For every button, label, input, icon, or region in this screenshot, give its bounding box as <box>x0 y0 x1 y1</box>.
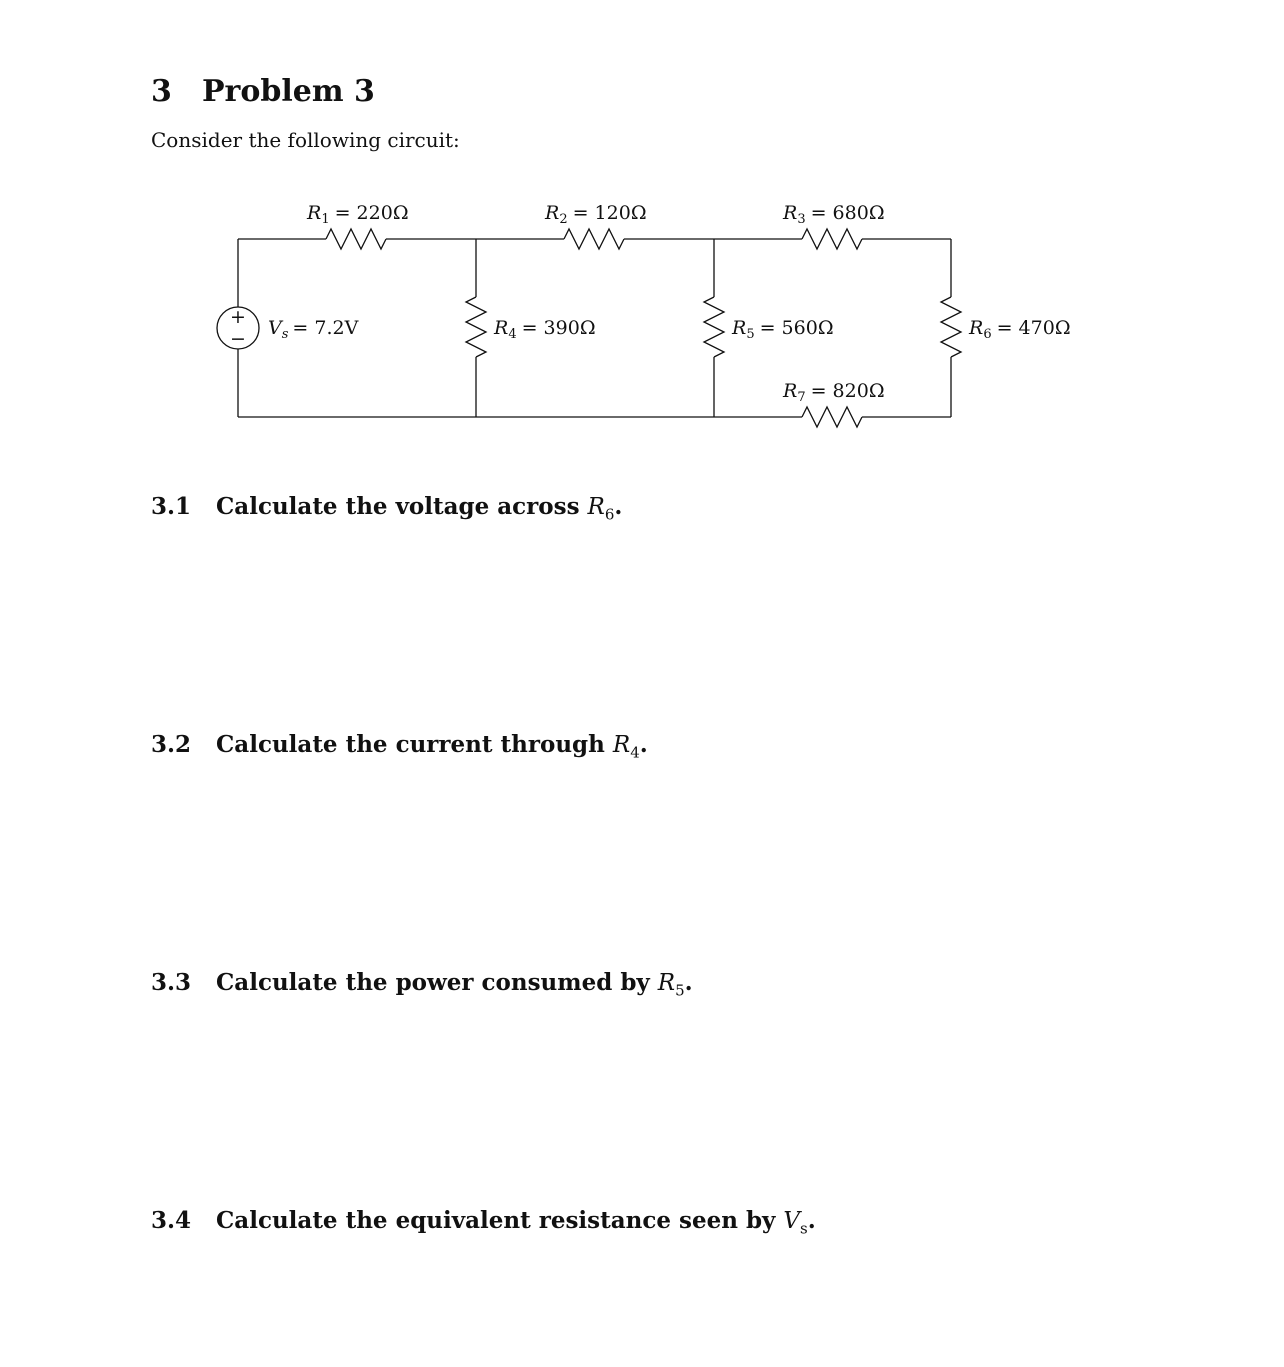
resistor-r2-zigzag <box>564 229 624 249</box>
resistor-r1-zigzag <box>326 229 386 249</box>
section-number: 3 <box>151 74 172 109</box>
resistor-r7-zigzag <box>802 407 862 427</box>
r1-label: $R_1 = 220\Omega$ <box>307 202 409 227</box>
source-minus-sign: − <box>230 328 246 350</box>
r7-label: $R_7 = 820\Omega$ <box>783 380 885 405</box>
question-number: 3.1 <box>151 493 192 520</box>
r6-label: $R_6 = 470\Omega$ <box>969 317 1071 342</box>
r2-label: $R_2 = 120\Omega$ <box>545 202 647 227</box>
intro-text: Consider the following circuit: <box>151 128 460 152</box>
section-title: Problem 3 <box>202 74 375 109</box>
resistor-r3-zigzag <box>802 229 862 249</box>
question-text: Calculate the equivalent resistance seen by $V_s$. <box>216 1207 816 1238</box>
question-number: 3.3 <box>151 969 192 996</box>
r4-label: $R_4 = 390\Omega$ <box>494 317 596 342</box>
question-text: Calculate the voltage across $R_6$. <box>216 493 623 524</box>
r3-label: $R_3 = 680\Omega$ <box>783 202 885 227</box>
resistor-r4-zigzag <box>466 297 486 357</box>
source-label: $V_s = 7.2V$ <box>268 317 359 342</box>
question-number: 3.2 <box>151 731 192 758</box>
question-number: 3.4 <box>151 1207 192 1234</box>
question-text: Calculate the current through $R_4$. <box>216 731 648 762</box>
circuit-diagram <box>0 0 1284 440</box>
question-text: Calculate the power consumed by $R_5$. <box>216 969 693 1000</box>
r5-label: $R_5 = 560\Omega$ <box>732 317 834 342</box>
resistor-r5-zigzag <box>704 297 724 357</box>
resistor-r6-zigzag <box>941 297 961 357</box>
source-plus-sign: + <box>230 306 246 328</box>
